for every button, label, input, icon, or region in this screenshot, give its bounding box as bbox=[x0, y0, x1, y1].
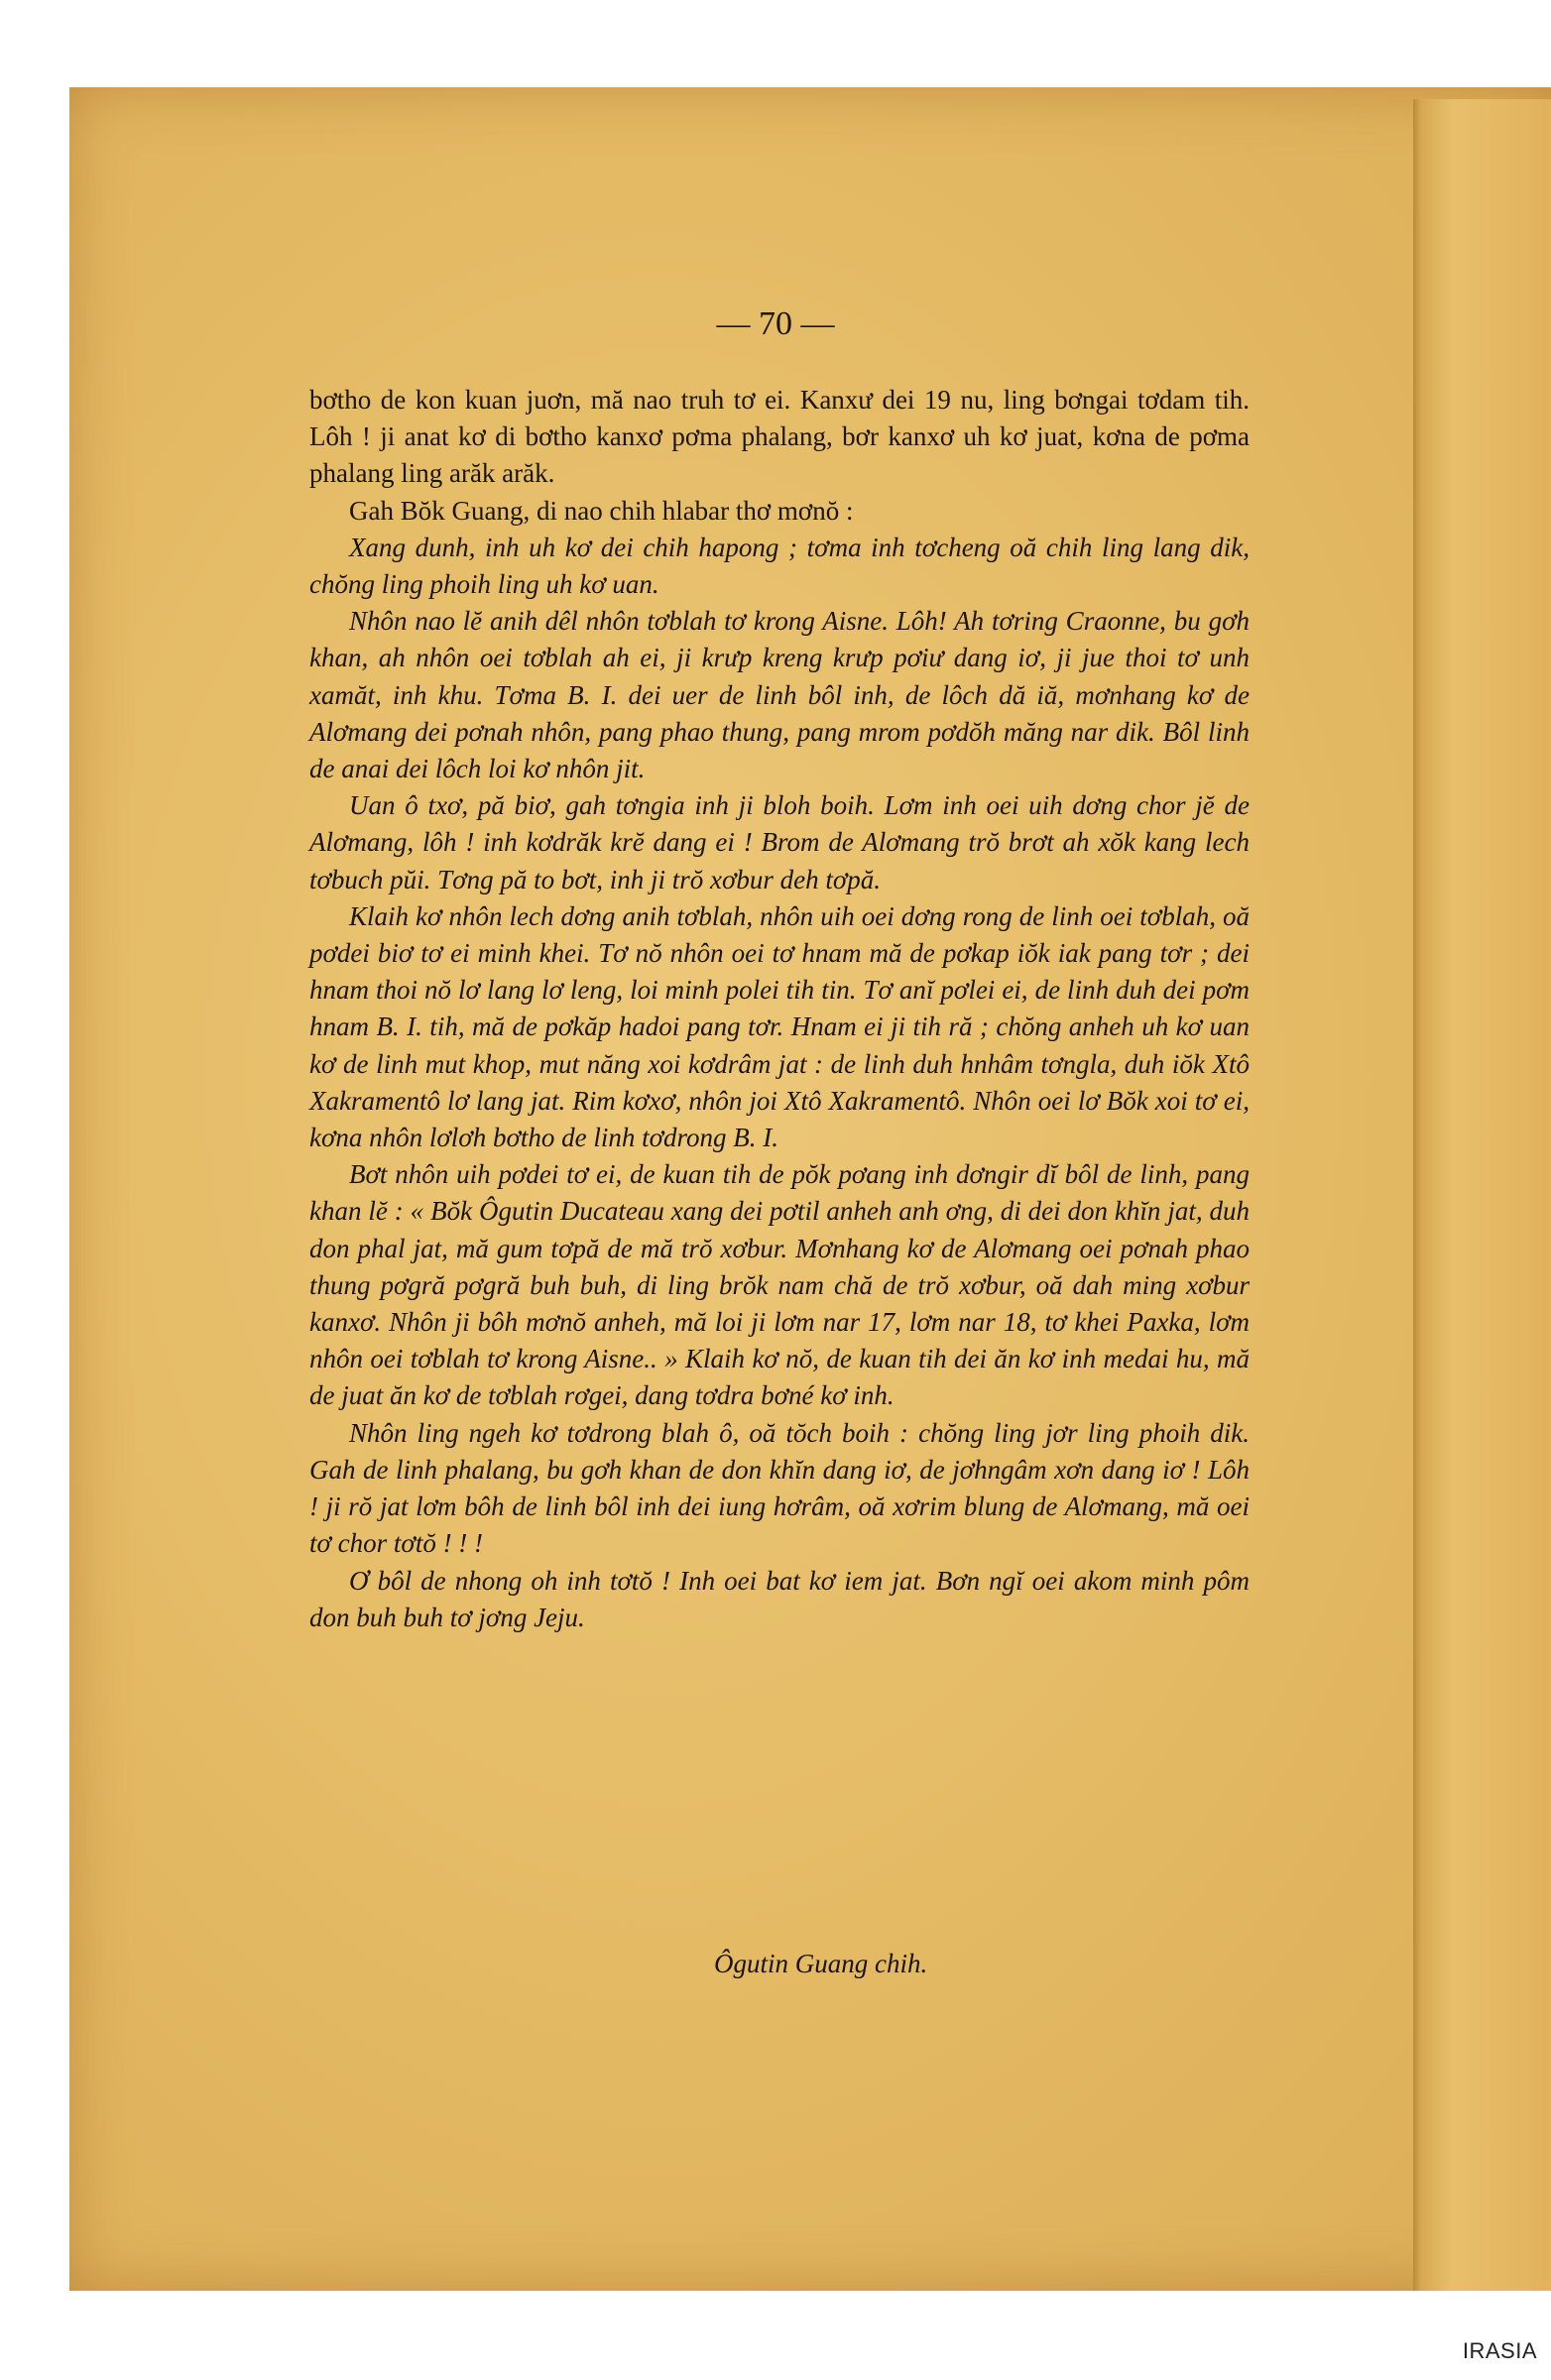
page-fold-edge bbox=[1413, 99, 1551, 2291]
paragraph-6: Klaih kơ nhôn lech dơng anih tơblah, nhôn uih oei dơng rong de linh oei tơblah, oă pơdei biơ tơ ei minh khei. Tơ nŏ nhôn oei tơ hnam mă de pơkap iŏk iak pang tơr ; dei hnam thoi nŏ lơ lang lơ leng, loi minh polei tih tin. Tơ anĭ pơlei ei, de linh duh dei pơm hnam B. I. tih, mă de pơkăp hadoi pang tơr. Hnam ei ji tih ră ; chŏng anheh uh kơ uan kơ de linh mut khop, mut năng xoi kơdrâm jat : de linh duh hnhâm tơngla, duh iŏk Xtô Xakramentô lơ lang jat. Rim kơxơ, nhôn joi Xtô Xakramentô. Nhôn oei lơ Bŏk xoi tơ ei, kơna nhôn lơlơh bơtho de linh tơdrong B. I. bbox=[309, 900, 1250, 1153]
paragraph-8: Nhôn ling ngeh kơ tơdrong blah ô, oă tŏch boih : chŏng ling jơr ling phoih dik. Gah de linh phalang, bu gơh khan de don khĭn dang iơ, de jơhngâm xơn dang iơ ! Lôh ! ji rŏ jat lơm bôh de linh bôl inh dei iung hơrâm, oă xơrim blung de Alơmang, mă oei tơ chor tơtŏ ! ! ! bbox=[309, 1417, 1250, 1559]
signature: Ôgutin Guang chih. bbox=[714, 1949, 928, 1978]
watermark: IRASIA bbox=[1462, 2338, 1537, 2363]
paragraph-1: bơtho de kon kuan juơn, mă nao truh tơ ei. Kanxư dei 19 nu, ling bơngai tơdam tih. Lôh ! ji anat kơ di bơtho kanxơ pơma phalang, bơr kanxơ uh kơ juat, kơna de pơma phalang ling arăk arăk. bbox=[309, 385, 1250, 489]
body-text bbox=[309, 382, 1250, 1636]
paragraph-7: Bơt nhôn uih pơdei tơ ei, de kuan tih de pŏk pơang inh dơngir dĭ bôl de linh, pang khan lĕ : « Bŏk Ôgutin Ducateau xang dei pơtil anheh anh ơng, di dei don khĭn jat, duh don phal jat, mă gum tơpă de mă trŏ xơbur. Mơnhang kơ de Alơmang oei pơnah phao thung pơgră pơgră buh buh, di ling brŏk nam chă de trŏ xơbur, oă dah ming xơbur kanxơ. Nhôn ji bôh mơnŏ anheh, mă loi ji lơm nar 17, lơm nar 18, tơ khei Paxka, lơm nhôn oei tơblah tơ krong Aisne.. » Klaih kơ nŏ, de kuan tih dei ăn kơ inh medai hu, mă de juat ăn kơ de tơblah rơgei, dang tơdra bơné kơ inh. bbox=[309, 1159, 1250, 1411]
page-number: — 70 — bbox=[716, 305, 835, 342]
paragraph-9: Ơ bôl de nhong oh inh tơtŏ ! Inh oei bat kơ iem jat. Bơn ngĭ oei akom minh pôm don buh buh tơ jơng Jeju. bbox=[309, 1565, 1250, 1632]
paragraph-3: Xang dunh, inh uh kơ dei chih hapong ; tơma inh tơcheng oă chih ling lang dik, chŏng ling phoih ling uh kơ uan. bbox=[309, 532, 1250, 600]
paragraph-2: Gah Bŏk Guang, di nao chih hlabar thơ mơnŏ : bbox=[349, 495, 854, 526]
paragraph-4: Nhôn nao lĕ anih dêl nhôn tơblah tơ krong Aisne. Lôh! Ah tơring Craonne, bu gơh khan, ah nhôn oei tơblah ah ei, ji krưp kreng krưp pơiư dang iơ, ji jue thoi tơ unh xamăt, inh khu. Tơma B. I. dei uer de linh bôl inh, de lôch dă iă, mơnhang kơ de Alơmang dei pơnah nhôn, pang phao thung, pang mrom pơdŏh măng nar dik. Bôl linh de anai dei lôch loi kơ nhôn jit. bbox=[309, 606, 1250, 784]
paragraph-5: Uan ô txơ, pă biơ, gah tơngia inh ji bloh boih. Lơm inh oei uih dơng chor jĕ de Alơmang, lôh ! inh kơdrăk krĕ dang ei ! Brom de Alơmang trŏ brơt ah xŏk kang lech tơbuch pŭi. Tơng pă to bơt, inh ji trŏ xơbur deh tơpă. bbox=[309, 790, 1250, 894]
